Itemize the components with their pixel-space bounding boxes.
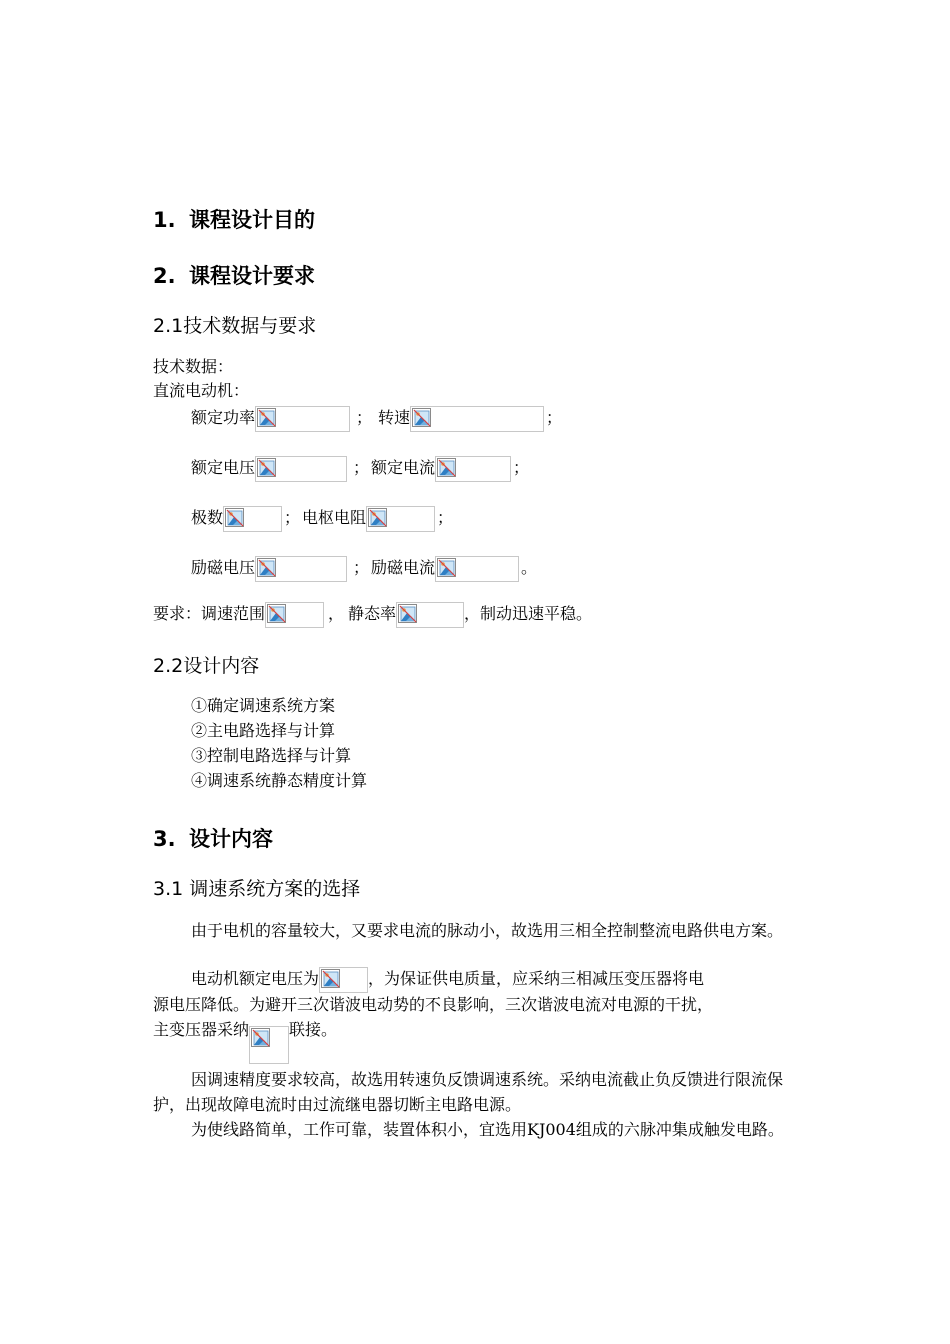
rated-power-label: 额定功率 [191,408,256,427]
broken-image-icon [257,408,276,427]
spec-row-power-speed [191,406,562,432]
armature-resistance-label: 电枢电阻 [302,508,367,527]
heading-design-content [153,825,273,853]
separator: ； [284,508,301,527]
formula-image-armature-resistance [366,506,435,532]
subheading-design-content: 2.2设计内容 [153,655,260,677]
broken-image-icon [257,458,276,477]
paragraph-text: 联接。 [289,1020,338,1039]
formula-image-speed-range [265,602,324,628]
heading-number: 3. [153,827,176,851]
formula-image-connection [249,1026,289,1064]
paragraph-feedback: 因调速精度要求较高，故选用转速负反馈调速系统。采纳电流截止负反馈进行限流保护，出现故障电流时由过流继电器切断主电路电源。 [153,1070,784,1114]
motor-label: 直流电动机： [153,381,250,400]
design-item: ①确定调速系统方案 [191,696,336,715]
spec-row-poles-resistance [191,506,453,532]
formula-image-field-current [435,556,519,582]
separator: ； [513,458,530,477]
paragraph-voltage-line [191,967,704,993]
spec-row-field [191,556,537,582]
formula-image-static-rate [396,602,464,628]
field-voltage-label: 励磁电压 [191,558,256,577]
broken-image-icon [368,508,387,527]
heading-requirements [153,262,315,290]
field-current-label: 励磁电流 [371,558,436,577]
heading-text: 设计内容 [189,827,273,851]
formula-image-rated-current [435,456,511,482]
speed-label: 转速 [378,408,411,427]
broken-image-icon [437,558,456,577]
comma: ， [328,604,345,623]
tech-data-label: 技术数据： [153,357,234,376]
broken-image-icon [321,969,340,988]
separator: ； [356,408,373,427]
formula-image-rated-voltage-value [319,967,368,993]
rated-current-label: 额定电流 [371,458,436,477]
heading-text: 课程设计要求 [189,264,315,288]
paragraph-rectifier: 由于电机的容量较大，又要求电流的脉动小，故选用三相全控制整流电路供电方案。 [191,921,784,940]
paragraph-text: 源电压降低。为避开三次谐波电动势的不良影响，三次谐波电流对电源的干扰， [153,995,714,1014]
broken-image-icon [437,458,456,477]
paragraph-trigger: 为使线路简单，工作可靠，装置体积小，宜选用KJ004组成的六脉冲集成触发电路。 [191,1120,784,1139]
broken-image-icon [225,508,244,527]
broken-image-icon [251,1028,270,1047]
formula-image-poles [223,506,282,532]
heading-number: 2. [153,264,176,288]
broken-image-icon [412,408,431,427]
broken-image-icon [257,558,276,577]
formula-image-speed [410,406,544,432]
static-rate-label: 静态率 [348,604,397,623]
broken-image-icon [267,604,286,623]
formula-image-rated-power [255,406,350,432]
heading-objective [153,206,315,234]
broken-image-icon [398,604,417,623]
paragraph-text: ，为保证供电质量，应采纳三相减压变压器将电 [368,969,705,988]
poles-label: 极数 [191,508,224,527]
design-item: ②主电路选择与计算 [191,721,336,740]
formula-image-rated-voltage [255,456,347,482]
requirements-line [153,602,592,628]
heading-text: 课程设计目的 [189,208,315,232]
period: 。 [521,558,538,577]
subheading-tech-data: 2.1技术数据与要求 [153,315,317,337]
separator: ； [353,458,370,477]
separator: ； [353,558,370,577]
requirements-tail: ，制动迅速平稳。 [464,604,593,623]
paragraph-text: 电动机额定电压为 [191,969,320,988]
requirements-label: 要求：调速范围 [153,604,266,623]
paragraph-text: 主变压器采纳 [153,1020,250,1039]
heading-number: 1. [153,208,176,232]
design-item: ③控制电路选择与计算 [191,746,352,765]
design-item: ④调速系统静态精度计算 [191,771,368,790]
separator: ； [546,408,563,427]
rated-voltage-label: 额定电压 [191,458,256,477]
formula-image-field-voltage [255,556,347,582]
paragraph-transformer-line [153,1018,337,1064]
separator: ； [437,508,454,527]
spec-row-voltage-current [191,456,529,482]
subheading-scheme-selection: 3.1 调速系统方案的选择 [153,878,361,900]
